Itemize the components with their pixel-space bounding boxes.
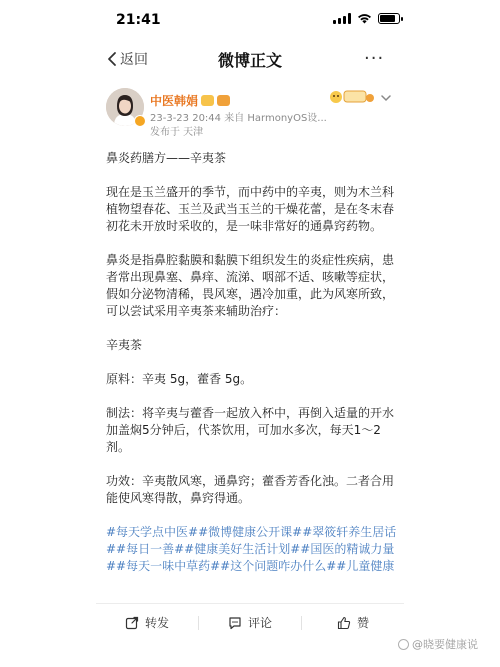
- battery-level: [380, 15, 395, 22]
- author-name-text: 中医韩娟: [150, 94, 199, 108]
- post-location: 发布于 天津: [150, 127, 204, 138]
- decorative-cartoon-icon: [328, 86, 376, 106]
- like-label: 赞: [356, 616, 369, 630]
- more-button[interactable]: ···: [364, 48, 385, 69]
- comment-button[interactable]: [199, 614, 301, 631]
- repost-icon: [125, 616, 139, 630]
- battery-icon: [378, 13, 400, 24]
- watermark-text: @晓要健康说: [412, 638, 478, 651]
- recipe-effect: 功效：辛夷散风寒，通鼻窍；藿香芳香化浊。二者合用能使风寒得散，鼻窍得通。: [106, 474, 395, 505]
- repost-button[interactable]: [96, 614, 198, 631]
- like-button[interactable]: [302, 614, 404, 631]
- comment-label: 评论: [247, 616, 272, 630]
- nav-bar: [0, 40, 500, 78]
- crown-badge-icon: [201, 95, 214, 106]
- verified-badge-icon: [134, 115, 146, 127]
- watermark-logo-icon: [398, 639, 409, 650]
- status-bar: [0, 0, 500, 36]
- thumbs-up-icon: [337, 616, 351, 630]
- post-content: [106, 150, 398, 592]
- status-time: 21:41: [116, 12, 161, 28]
- hashtag-links[interactable]: #每天学点中医##微博健康公开课##翠筱轩养生居话##每日一善##健康美好生活计划##国医的精诚力量##每天一味中草药##这个问题咋办什么##儿童健康: [106, 525, 397, 573]
- chevron-down-icon[interactable]: [380, 92, 392, 104]
- recipe-method: 制法：将辛夷与藿香一起放入杯中，再倒入适量的开水加盖焖5分钟后，代茶饮用，可加水多次，每天1～2剂。: [106, 406, 395, 454]
- repost-label: 转发: [144, 616, 169, 630]
- wifi-icon: [357, 13, 372, 24]
- signal-icon: [333, 13, 351, 24]
- comment-icon: [228, 616, 242, 630]
- post-paragraph: 鼻炎是指鼻腔黏膜和黏膜下组织发生的炎症性疾病，患者常出现鼻塞、鼻痒、流涕、咽部不适、咳嗽等症状，假如分泌物清稀，畏风寒，遇冷加重，此为风寒所致，可以尝试采用辛夷茶来辅助治疗：: [106, 253, 395, 318]
- post-meta: 23-3-23 20:44 来自 HarmonyOS设...: [150, 113, 327, 124]
- recipe-name: 辛夷茶: [106, 338, 143, 352]
- status-icons: [333, 13, 400, 24]
- recipe-ingredients: 原料：辛夷 5g，藿香 5g。: [106, 372, 253, 386]
- back-label: 返回: [120, 52, 148, 68]
- post-paragraph: 现在是玉兰盛开的季节，而中药中的辛夷，则为木兰科植物望春花、玉兰及武当玉兰的干燥花蕾，是在冬末春初花未开放时采收的，是一味非常好的通鼻窍药物。: [106, 185, 395, 233]
- page-title: 微博正文: [217, 51, 282, 70]
- watermark: [398, 636, 478, 652]
- post-title: 鼻炎药膳方——辛夷茶: [106, 151, 227, 165]
- author-name[interactable]: [150, 92, 230, 109]
- fan-badge-icon: [217, 95, 230, 106]
- action-bar: [96, 603, 404, 641]
